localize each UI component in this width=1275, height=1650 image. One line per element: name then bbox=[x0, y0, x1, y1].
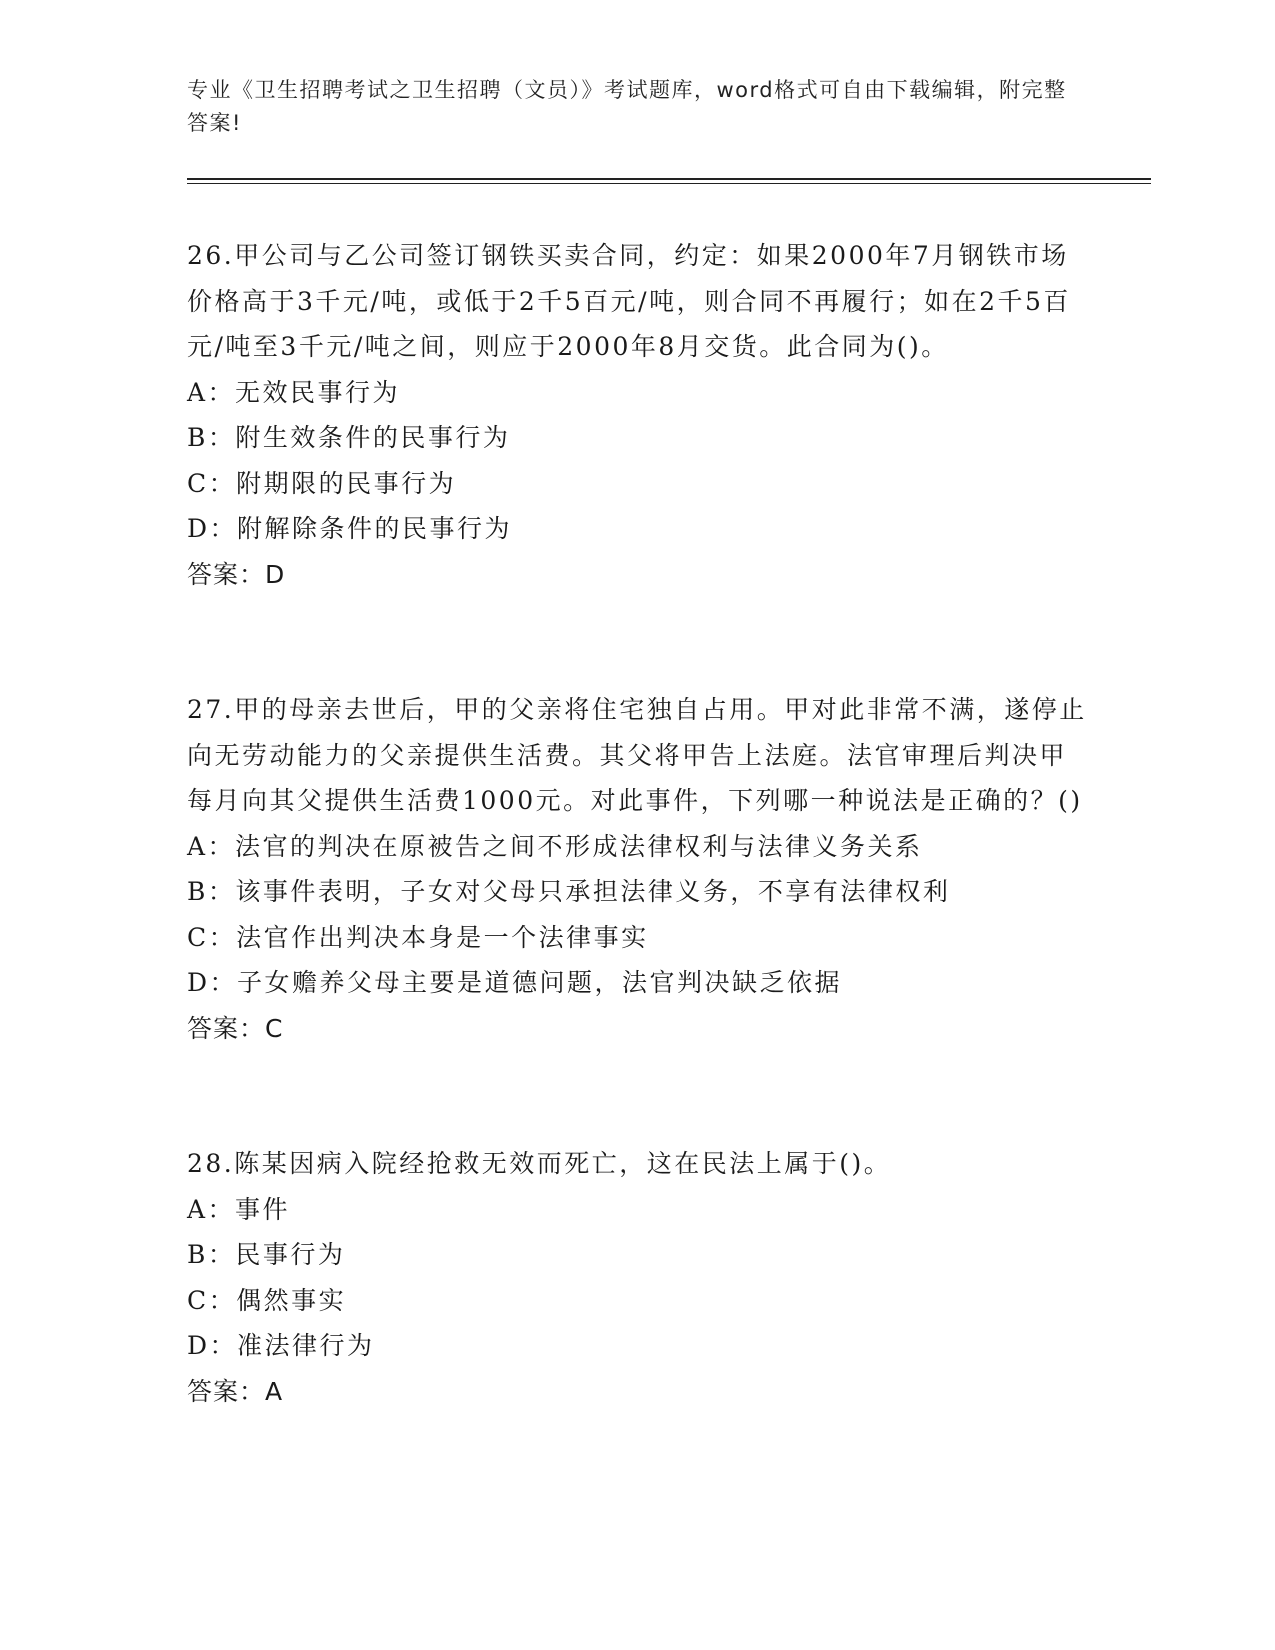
option-a: A：法官的判决在原被告之间不形成法律权利与法律义务关系 bbox=[187, 831, 923, 861]
answer-line: 答案：A bbox=[187, 1376, 284, 1406]
header-divider-thick bbox=[187, 178, 1151, 180]
question-stem: 26.甲公司与乙公司签订钢铁买卖合同，约定：如果2000年7月钢铁市场价格高于3千元/吨，或低于2千5百元/吨，则合同不再履行；如在2千5百元/吨至3千元/吨之间，则应于2000年8月交货。此合同为()。 bbox=[187, 241, 1071, 361]
option-c: C：偶然事实 bbox=[187, 1285, 347, 1315]
question-28 bbox=[187, 1141, 1087, 1414]
option-d: D：准法律行为 bbox=[187, 1331, 375, 1360]
document-header: 专业《卫生招聘考试之卫生招聘（文员）》考试题库，word格式可自由下载编辑，附完整答案! bbox=[187, 78, 1067, 135]
option-b: B：附生效条件的民事行为 bbox=[187, 423, 511, 452]
question-27 bbox=[187, 687, 1087, 1051]
answer-line: 答案：D bbox=[187, 559, 286, 589]
question-26 bbox=[187, 233, 1087, 597]
option-d: D：附解除条件的民事行为 bbox=[187, 514, 513, 543]
header-divider-thin bbox=[187, 183, 1151, 184]
option-b: B：该事件表明，子女对父母只承担法律义务，不享有法律权利 bbox=[187, 877, 951, 906]
question-stem: 28.陈某因病入院经抢救无效而死亡，这在民法上属于()。 bbox=[187, 1149, 892, 1178]
option-b: B：民事行为 bbox=[187, 1240, 346, 1269]
option-d: D：子女赡养父母主要是道德问题，法官判决缺乏依据 bbox=[187, 968, 843, 997]
option-a: A：无效民事行为 bbox=[187, 377, 401, 407]
option-a: A：事件 bbox=[187, 1194, 291, 1224]
question-stem: 27.甲的母亲去世后，甲的父亲将住宅独自占用。甲对此非常不满，遂停止向无劳动能力的父亲提供生活费。其父将甲告上法庭。法官审理后判决甲每月向其父提供生活费1000元。对此事件，下列哪一种说法是正确的？() bbox=[187, 695, 1087, 815]
option-c: C：附期限的民事行为 bbox=[187, 468, 457, 498]
answer-line: 答案：C bbox=[187, 1013, 284, 1043]
option-c: C：法官作出判决本身是一个法律事实 bbox=[187, 922, 649, 952]
